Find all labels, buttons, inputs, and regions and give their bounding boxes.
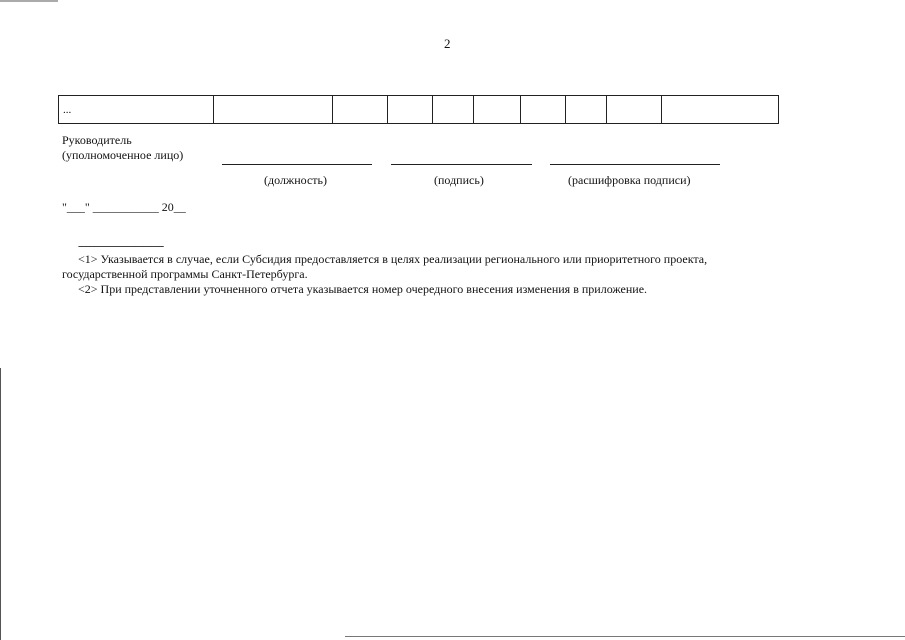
table-cell <box>433 96 474 124</box>
name-line <box>550 164 720 165</box>
signatory-label <box>62 133 183 163</box>
table-cell <box>333 96 388 124</box>
date-line: "___" ___________ 20__ <box>62 200 186 214</box>
position-line <box>222 164 372 165</box>
signature-caption: (подпись) <box>434 173 484 187</box>
table-cell <box>662 96 779 124</box>
head-label: Руководитель <box>62 133 132 147</box>
footnote-separator: -------------------------------- <box>78 240 164 252</box>
table-cell <box>566 96 607 124</box>
name-caption: (расшифровка подписи) <box>568 173 691 187</box>
scan-artifact <box>0 0 58 2</box>
footnote-2: <2> При представлении уточненного отчета указывается номер очередного внесения изменения в приложение. <box>78 282 648 296</box>
table-row <box>59 96 779 124</box>
scan-edge <box>0 368 1 640</box>
table-cell <box>214 96 333 124</box>
table-cell <box>388 96 433 124</box>
footnote-1: <1> Указывается в случае, если Субсидия предоставляется в целях реализации регионального или приоритетного проекта, государственной программы Санкт-Петербурга. <box>62 252 708 281</box>
signature-line <box>391 164 532 165</box>
scan-edge <box>345 636 905 637</box>
footnotes <box>62 252 742 297</box>
table-cell <box>521 96 566 124</box>
page-number: 2 <box>444 36 451 51</box>
report-table <box>58 95 779 124</box>
table-cell <box>607 96 662 124</box>
head-sublabel: (уполномоченное лицо) <box>62 148 184 162</box>
table-cell-ellipsis: ... <box>59 96 214 124</box>
table-cell <box>474 96 521 124</box>
position-caption: (должность) <box>264 173 327 187</box>
